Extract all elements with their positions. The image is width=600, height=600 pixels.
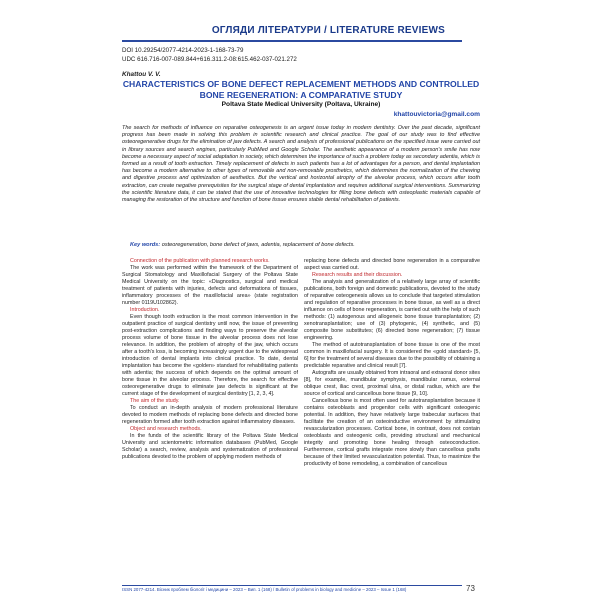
- results-heading: Research results and their discussion.: [312, 272, 403, 278]
- doi: DOI 10.29254/2077-4214-2023-1-168-73-79: [122, 47, 244, 54]
- intro-heading: Introduction.: [130, 307, 160, 313]
- page-number: 73: [466, 584, 475, 593]
- footer-citation: ISSN 2077-4214. Вісник проблем біології і медицини – 2023 – Вип. 1 (168) / Bulletin of problems in biology and medicine – 2023 – Issue 1 (168): [122, 587, 407, 592]
- left-column: [122, 258, 298, 461]
- author: Khattou V. V.: [122, 71, 161, 78]
- object-heading: Object and research methods.: [130, 426, 202, 432]
- section-title: ОГЛЯДИ ЛІТЕРАТУРИ / LITERATURE REVIEWS: [211, 25, 445, 36]
- results-paragraph-3: Autografts are usually obtained from intraoral and extraoral donor sites [8], for example, mandibular symphysis, mandibular ramus, external oblique crest, iliac crest, proximal ulna, or distal radius, which are the source of cortical and cancellous bone tissue [9, 10].: [304, 370, 480, 397]
- header-rule: [122, 40, 462, 42]
- continued-text: replacing bone defects and directed bone regeneration in a comparative aspect was carried out.: [304, 258, 480, 271]
- aim-heading: The aim of the study.: [130, 398, 180, 404]
- results-paragraph-1: The analysis and generalization of a relatively large array of scientific publications, both foreign and domestic publications, devoted to the study of reparative osteogenesis allows us to conclude that targeted stimulation and regulation of reparative processes in bone tissue, as well as a direct influence on cells of bone regeneration, is carried out with the help of such methods: (1) autogenous and allogeneic bone tissue transplantation; (2) xenotransplantation; use of (3) phytogenic, (4) synthetic, and (5) composite bone substitutes; (6) directed bone regeneration; (7) tissue engineering.: [304, 279, 480, 341]
- aim-text: To conduct an in-depth analysis of modern professional literature devoted to modern methods of replacing bone defects and directed bone regeneration formed after tooth extraction against inflammatory diseases.: [122, 405, 298, 425]
- results-paragraph-2: The method of autotransplantation of bone tissue is one of the most common in maxillofacial surgery. It is considered the «gold standard» [5, 6] for the treatment of several diseases due to the possibility of obtaining a predictable reparative and clinical result [7].: [304, 342, 480, 369]
- intro-text: Even though tooth extraction is the most common intervention in the outpatient practice of surgical dentistry until now, the issue of preventing post-extraction complications and finding ways to preserve the alveolar process volume of bone tissue in the alveolar process does not lose relevance. In addition, the problem of atrophy of the jaw, which occurs after a tooth's loss, is becoming increasingly urgent due to the widespread introduction of dental implants into clinical practice. To date, dental implantation has become the «golden» standard for rehabilitating patients with adentia; the success of which depends on the optimal amount of bone tissue in the alveolar process. Therefore, the search for effective osteoregenerative drugs to eliminate jaw defects is significant at the current stage of the development of surgical dentistry [1, 2, 3, 4].: [122, 314, 298, 397]
- connection-heading: Connection of the publication with planned research works.: [130, 258, 270, 264]
- abstract: The search for methods of influence on reparative osteogenesis is an urgent issue today in modern dentistry. Over the past decade, significant progress has been made in solving this problem in scientific research and clinical practice. The goal of our study was to find effective osteoregenerative drugs for the elimination of jaw defects. A search and analysis of professional publications on the specified issue were carried out in library sources and search engines, particularly PubMed and Google Scholar. The aesthetic appearance of a modern person's smile has now become a necessary aspect of social adaptation in society, which determines the importance of such a problem today as secondary adentia, which is formed as a result of tooth extraction. Timely replacement of defects in such patients has a lot of advantages for a person, and dental implantation has become a modern alternative to other types of removable and non-removable prosthetics, which determines the normalization of the chewing and digestive process and optimization of aesthetics. But the vertical and horizontal atrophy of the alveolar process, which occurs after tooth extraction, can create negative prerequisites for the surgical stage of dental implantation and requires additional surgical interventions. Summarizing the scientific literature data, it can be stated that the use of innovative technologies for filling bone defects with osteoplastic materials capable of managing the restoration of the structure and function of bone tissue ensures stable dental rehabilitation of patients.: [122, 125, 480, 204]
- keywords-label: Key words:: [130, 242, 161, 248]
- right-column: [304, 258, 480, 468]
- article-title: CHARACTERISTICS OF BONE DEFECT REPLACEMENT METHODS AND CONTROLLED BONE REGENERATION: A COMPARATIVE STUDY: [122, 79, 480, 100]
- author-email: khattouvictoria@gmail.com: [393, 111, 480, 118]
- connection-text: The work was performed within the framework of the Department of Surgical Stomatology and Maxillofacial Surgery of the Poltava State Medical University on the topic: «Diagnostics, surgical and medical treatment of patients with injuries, defects and deformations of tissues, inflammatory processes of the maxillofacial area» (state registration number 0119U102862).: [122, 265, 298, 306]
- object-text: In the funds of the scientific library of the Poltava State Medical University and scientometric information databases (PubMed, Google Scholar) a search, review, analysis and systematization of professional publications devoted to the problem of applying modern methods of: [122, 433, 298, 460]
- running-header: [0, 22, 600, 39]
- affiliation: Poltava State Medical University (Poltava, Ukraine): [221, 101, 381, 108]
- udc: UDC 616.716-007-089.844+616.311.2-08:615.462-037-021.272: [122, 56, 297, 63]
- results-paragraph-4: Cancellous bone is most often used for autotransplantation because it contains osteoblasts and progenitor cells with significant osteogenic potential. In addition, they have relatively large trabecular surfaces that facilitate the creation of an osteoinductive environment by stimulating revascularization processes. Cortical bone, in contrast, does not contain osteoblasts and osteogenic cells, providing structural and mechanical integrity and promoting bone healing through osteoconduction. Furthermore, cortical grafts integrate more slowly than cancellous grafts because of their limited revascularization potential. Thus, to maximize the productivity of bone remodeling, a combination of cancellous: [304, 398, 480, 467]
- keywords-text: osteoregeneration, bone defect of jaws, adentia, replacement of bone defects.: [161, 242, 355, 248]
- footer-rule: [122, 585, 462, 586]
- keywords: [130, 242, 480, 248]
